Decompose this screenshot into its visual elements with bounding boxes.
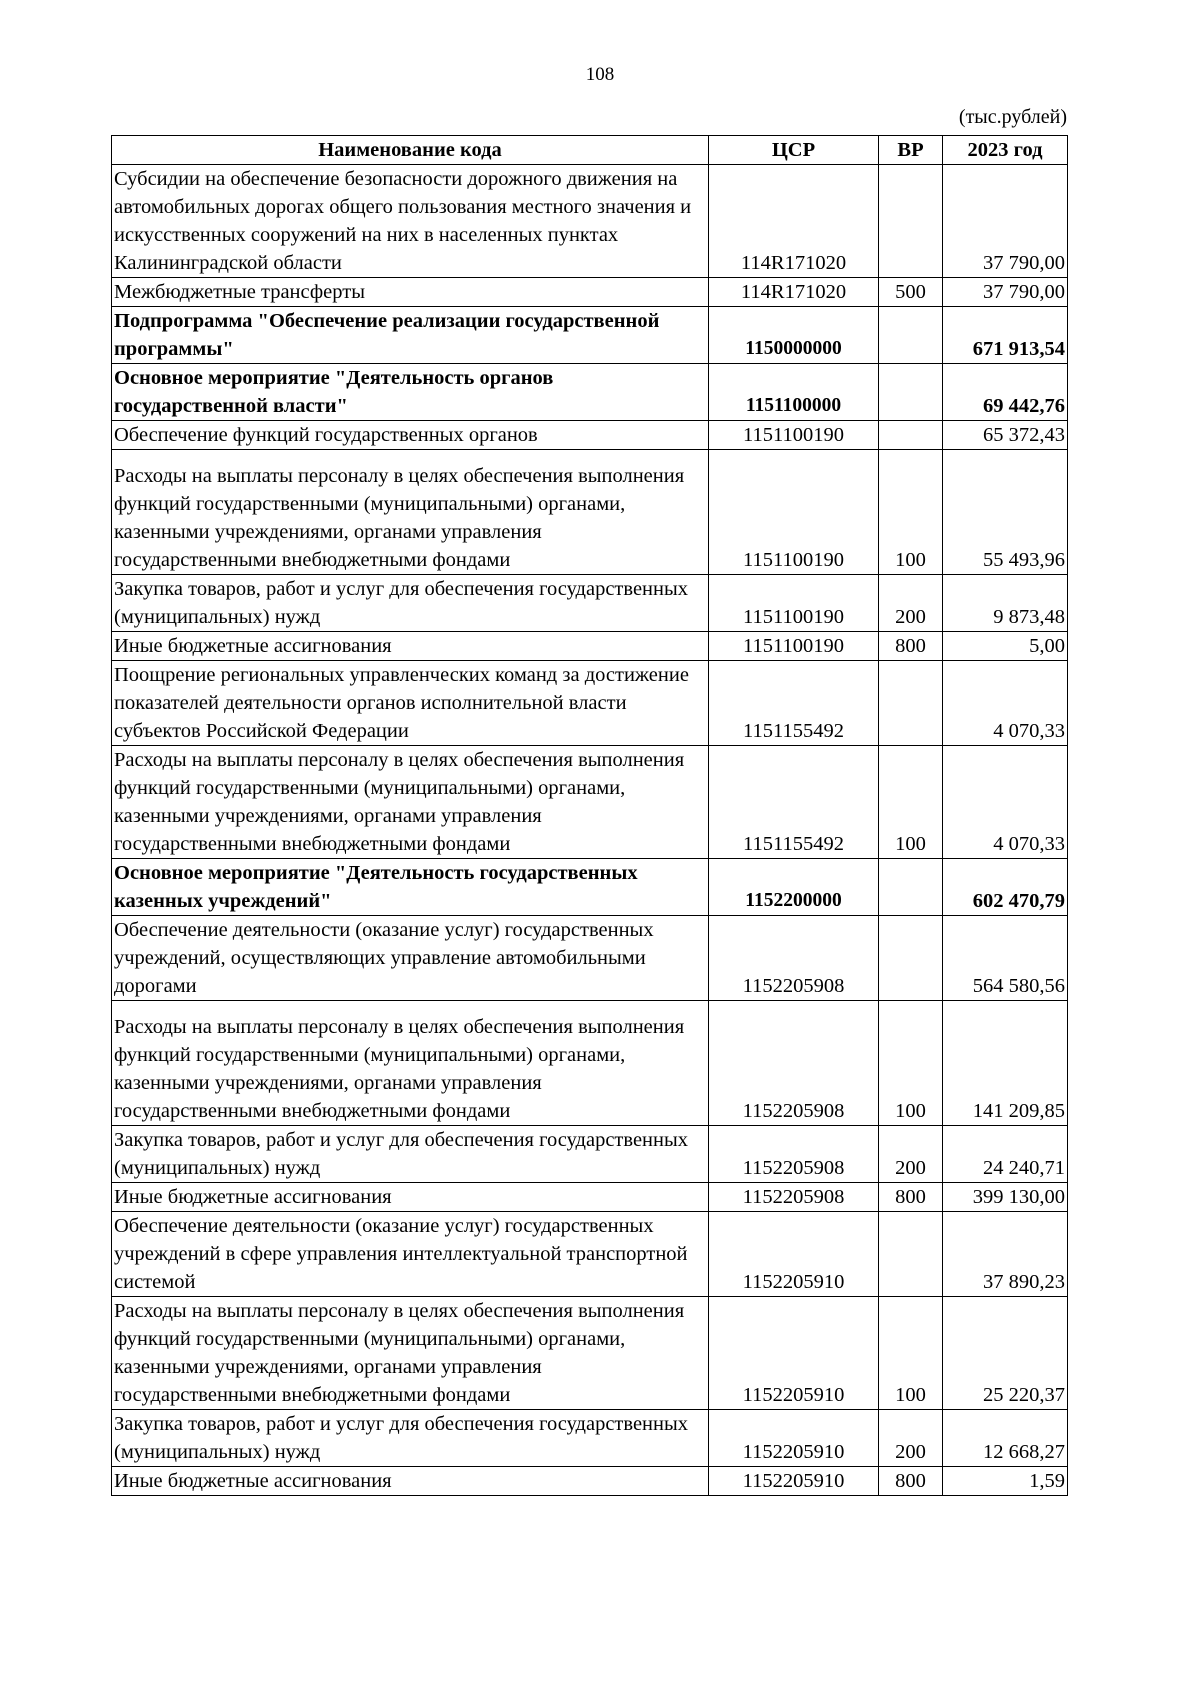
cell-name: Субсидии на обеспечение безопасности дорожного движения на автомобильных дорогах общего пользования местного значения и искусственных сооружений на них в населенных пунктах Калининградской области [112, 165, 709, 278]
cell-csr: 1152205908 [709, 1183, 879, 1212]
cell-sum: 5,00 [943, 632, 1068, 661]
cell-sum: 9 873,48 [943, 575, 1068, 632]
cell-vr: 800 [879, 632, 943, 661]
table-row [112, 916, 1068, 1001]
cell-vr [879, 859, 943, 916]
table-row [112, 1410, 1068, 1467]
cell-vr: 800 [879, 1467, 943, 1496]
cell-csr: 1152205910 [709, 1410, 879, 1467]
cell-vr: 200 [879, 575, 943, 632]
cell-vr [879, 661, 943, 746]
header-name: Наименование кода [112, 136, 709, 165]
cell-vr: 100 [879, 746, 943, 859]
cell-csr: 1151100190 [709, 450, 879, 575]
cell-vr [879, 165, 943, 278]
table-row [112, 1212, 1068, 1297]
cell-sum: 24 240,71 [943, 1126, 1068, 1183]
table-row [112, 746, 1068, 859]
cell-name: Закупка товаров, работ и услуг для обеспечения государственных (муниципальных) нужд [112, 575, 709, 632]
cell-csr: 1152205910 [709, 1297, 879, 1410]
cell-csr: 1150000000 [709, 307, 879, 364]
cell-csr: 1151100190 [709, 421, 879, 450]
cell-name: Поощрение региональных управленческих команд за достижение показателей деятельности органов исполнительной власти субъектов Российской Федерации [112, 661, 709, 746]
cell-name: Расходы на выплаты персоналу в целях обеспечения выполнения функций государственными (муниципальными) органами, казенными учреждениями, органами управления государственными внебюджетными фондами [112, 1297, 709, 1410]
cell-csr: 1151100190 [709, 575, 879, 632]
cell-name: Обеспечение функций государственных органов [112, 421, 709, 450]
cell-sum: 69 442,76 [943, 364, 1068, 421]
page-number: 108 [585, 64, 615, 85]
cell-name: Основное мероприятие "Деятельность государственных казенных учреждений" [112, 859, 709, 916]
cell-csr: 1152205908 [709, 1001, 879, 1126]
cell-sum: 37 790,00 [943, 278, 1068, 307]
table-row [112, 1297, 1068, 1410]
cell-sum: 55 493,96 [943, 450, 1068, 575]
cell-name: Обеспечение деятельности (оказание услуг) государственных учреждений в сфере управления интеллектуальной транспортной системой [112, 1212, 709, 1297]
table-row [112, 165, 1068, 278]
cell-sum: 399 130,00 [943, 1183, 1068, 1212]
cell-name: Закупка товаров, работ и услуг для обеспечения государственных (муниципальных) нужд [112, 1126, 709, 1183]
cell-sum: 564 580,56 [943, 916, 1068, 1001]
cell-name: Обеспечение деятельности (оказание услуг) государственных учреждений, осуществляющих управление автомобильными дорогами [112, 916, 709, 1001]
cell-vr: 200 [879, 1410, 943, 1467]
table-row [112, 278, 1068, 307]
cell-csr: 1152205910 [709, 1212, 879, 1297]
cell-name: Подпрограмма "Обеспечение реализации государственной программы" [112, 307, 709, 364]
cell-vr: 100 [879, 1297, 943, 1410]
cell-sum: 602 470,79 [943, 859, 1068, 916]
table-row [112, 575, 1068, 632]
cell-name: Межбюджетные трансферты [112, 278, 709, 307]
cell-sum: 25 220,37 [943, 1297, 1068, 1410]
cell-name: Расходы на выплаты персоналу в целях обеспечения выполнения функций государственными (муниципальными) органами, казенными учреждениями, органами управления государственными внебюджетными фондами [112, 746, 709, 859]
table-row [112, 661, 1068, 746]
table-row [112, 307, 1068, 364]
cell-vr [879, 307, 943, 364]
table-row [112, 632, 1068, 661]
cell-csr: 1152205908 [709, 1126, 879, 1183]
table-row [112, 421, 1068, 450]
cell-vr [879, 421, 943, 450]
cell-sum: 141 209,85 [943, 1001, 1068, 1126]
cell-csr: 1151100190 [709, 632, 879, 661]
cell-sum: 37 890,23 [943, 1212, 1068, 1297]
cell-name: Расходы на выплаты персоналу в целях обеспечения выполнения функций государственными (муниципальными) органами, казенными учреждениями, органами управления государственными внебюджетными фондами [112, 450, 709, 575]
table-row [112, 1467, 1068, 1496]
cell-vr: 500 [879, 278, 943, 307]
table-row [112, 450, 1068, 575]
cell-name: Закупка товаров, работ и услуг для обеспечения государственных (муниципальных) нужд [112, 1410, 709, 1467]
cell-vr: 800 [879, 1183, 943, 1212]
header-sum: 2023 год [943, 136, 1068, 165]
table-body [112, 165, 1068, 1496]
cell-sum: 65 372,43 [943, 421, 1068, 450]
cell-csr: 1151155492 [709, 746, 879, 859]
table-row [112, 859, 1068, 916]
cell-sum: 671 913,54 [943, 307, 1068, 364]
table-row [112, 364, 1068, 421]
header-vr: ВР [879, 136, 943, 165]
cell-sum: 12 668,27 [943, 1410, 1068, 1467]
cell-name: Иные бюджетные ассигнования [112, 1183, 709, 1212]
cell-csr: 114R171020 [709, 278, 879, 307]
cell-name: Расходы на выплаты персоналу в целях обеспечения выполнения функций государственными (муниципальными) органами, казенными учреждениями, органами управления государственными внебюджетными фондами [112, 1001, 709, 1126]
cell-sum: 1,59 [943, 1467, 1068, 1496]
cell-name: Иные бюджетные ассигнования [112, 1467, 709, 1496]
table-row [112, 1183, 1068, 1212]
cell-vr [879, 364, 943, 421]
cell-csr: 1152200000 [709, 859, 879, 916]
cell-vr [879, 916, 943, 1001]
cell-csr: 1151100000 [709, 364, 879, 421]
cell-vr: 100 [879, 450, 943, 575]
header-csr: ЦСР [709, 136, 879, 165]
cell-sum: 4 070,33 [943, 661, 1068, 746]
cell-sum: 37 790,00 [943, 165, 1068, 278]
cell-csr: 1152205908 [709, 916, 879, 1001]
cell-csr: 1151155492 [709, 661, 879, 746]
table-row [112, 1001, 1068, 1126]
budget-table [111, 135, 1068, 1496]
cell-name: Иные бюджетные ассигнования [112, 632, 709, 661]
cell-vr: 200 [879, 1126, 943, 1183]
units-label: (тыс.рублей) [958, 106, 1067, 128]
table-row [112, 1126, 1068, 1183]
cell-vr: 100 [879, 1001, 943, 1126]
table-header-row [112, 136, 1068, 165]
cell-name: Основное мероприятие "Деятельность органов государственной власти" [112, 364, 709, 421]
cell-csr: 114R171020 [709, 165, 879, 278]
cell-vr [879, 1212, 943, 1297]
cell-csr: 1152205910 [709, 1467, 879, 1496]
cell-sum: 4 070,33 [943, 746, 1068, 859]
